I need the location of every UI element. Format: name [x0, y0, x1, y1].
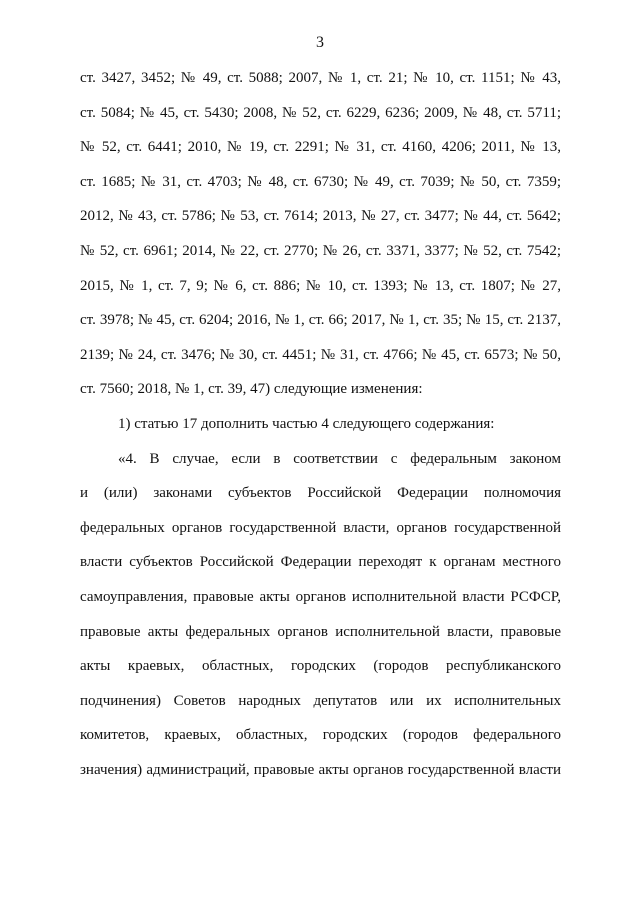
text-line: № 52, ст. 6961; 2014, № 22, ст. 2770; № 26, ст. 3371, 3377; № 52, ст. 7542;: [80, 242, 561, 259]
document-body: [80, 66, 561, 792]
text-line: 2015, № 1, ст. 7, 9; № 6, ст. 886; № 10, ст. 1393; № 13, ст. 1807; № 27,: [80, 277, 561, 294]
text-line: ст. 5084; № 45, ст. 5430; 2008, № 52, ст. 6229, 6236; 2009, № 48, ст. 5711;: [80, 104, 561, 121]
text-line: ст. 3427, 3452; № 49, ст. 5088; 2007, № 1, ст. 21; № 10, ст. 1151; № 43,: [80, 70, 561, 86]
text-line: федеральных органов государственной власти, органов государственной: [80, 519, 561, 536]
text-line: 2012, № 43, ст. 5786; № 53, ст. 7614; 2013, № 27, ст. 3477; № 44, ст. 5642;: [80, 208, 561, 225]
text-line: ст. 7560; 2018, № 1, ст. 39, 47) следующие изменения:: [80, 381, 423, 398]
text-line: акты краевых, областных, городских (городов республиканского: [80, 658, 561, 675]
text-line: самоуправления, правовые акты органов исполнительной власти РСФСР,: [80, 588, 561, 605]
page-number: 3: [316, 34, 324, 51]
text-line: власти субъектов Российской Федерации переходят к органам местного: [80, 554, 561, 571]
text-line: «4. В случае, если в соответствии с федеральным законом: [118, 450, 561, 467]
text-line: и (или) законами субъектов Российской Федерации полномочия: [80, 485, 561, 502]
text-line: № 52, ст. 6441; 2010, № 19, ст. 2291; № 31, ст. 4160, 4206; 2011, № 13,: [80, 139, 561, 156]
text-line: ст. 1685; № 31, ст. 4703; № 48, ст. 6730; № 49, ст. 7039; № 50, ст. 7359;: [80, 173, 561, 190]
text-line: ст. 3978; № 45, ст. 6204; 2016, № 1, ст. 66; 2017, № 1, ст. 35; № 15, ст. 2137,: [80, 312, 561, 329]
text-line: 2139; № 24, ст. 3476; № 30, ст. 4451; № 31, ст. 4766; № 45, ст. 6573; № 50,: [80, 346, 561, 363]
text-line: подчинения) Советов народных депутатов или их исполнительных: [80, 692, 561, 709]
text-line: значения) администраций, правовые акты органов государственной власти: [80, 761, 561, 778]
text-line: комитетов, краевых, областных, городских (городов федерального: [80, 727, 561, 744]
text-line: правовые акты федеральных органов исполнительной власти, правовые: [80, 623, 561, 640]
text-line: 1) статью 17 дополнить частью 4 следующего содержания:: [118, 415, 495, 432]
